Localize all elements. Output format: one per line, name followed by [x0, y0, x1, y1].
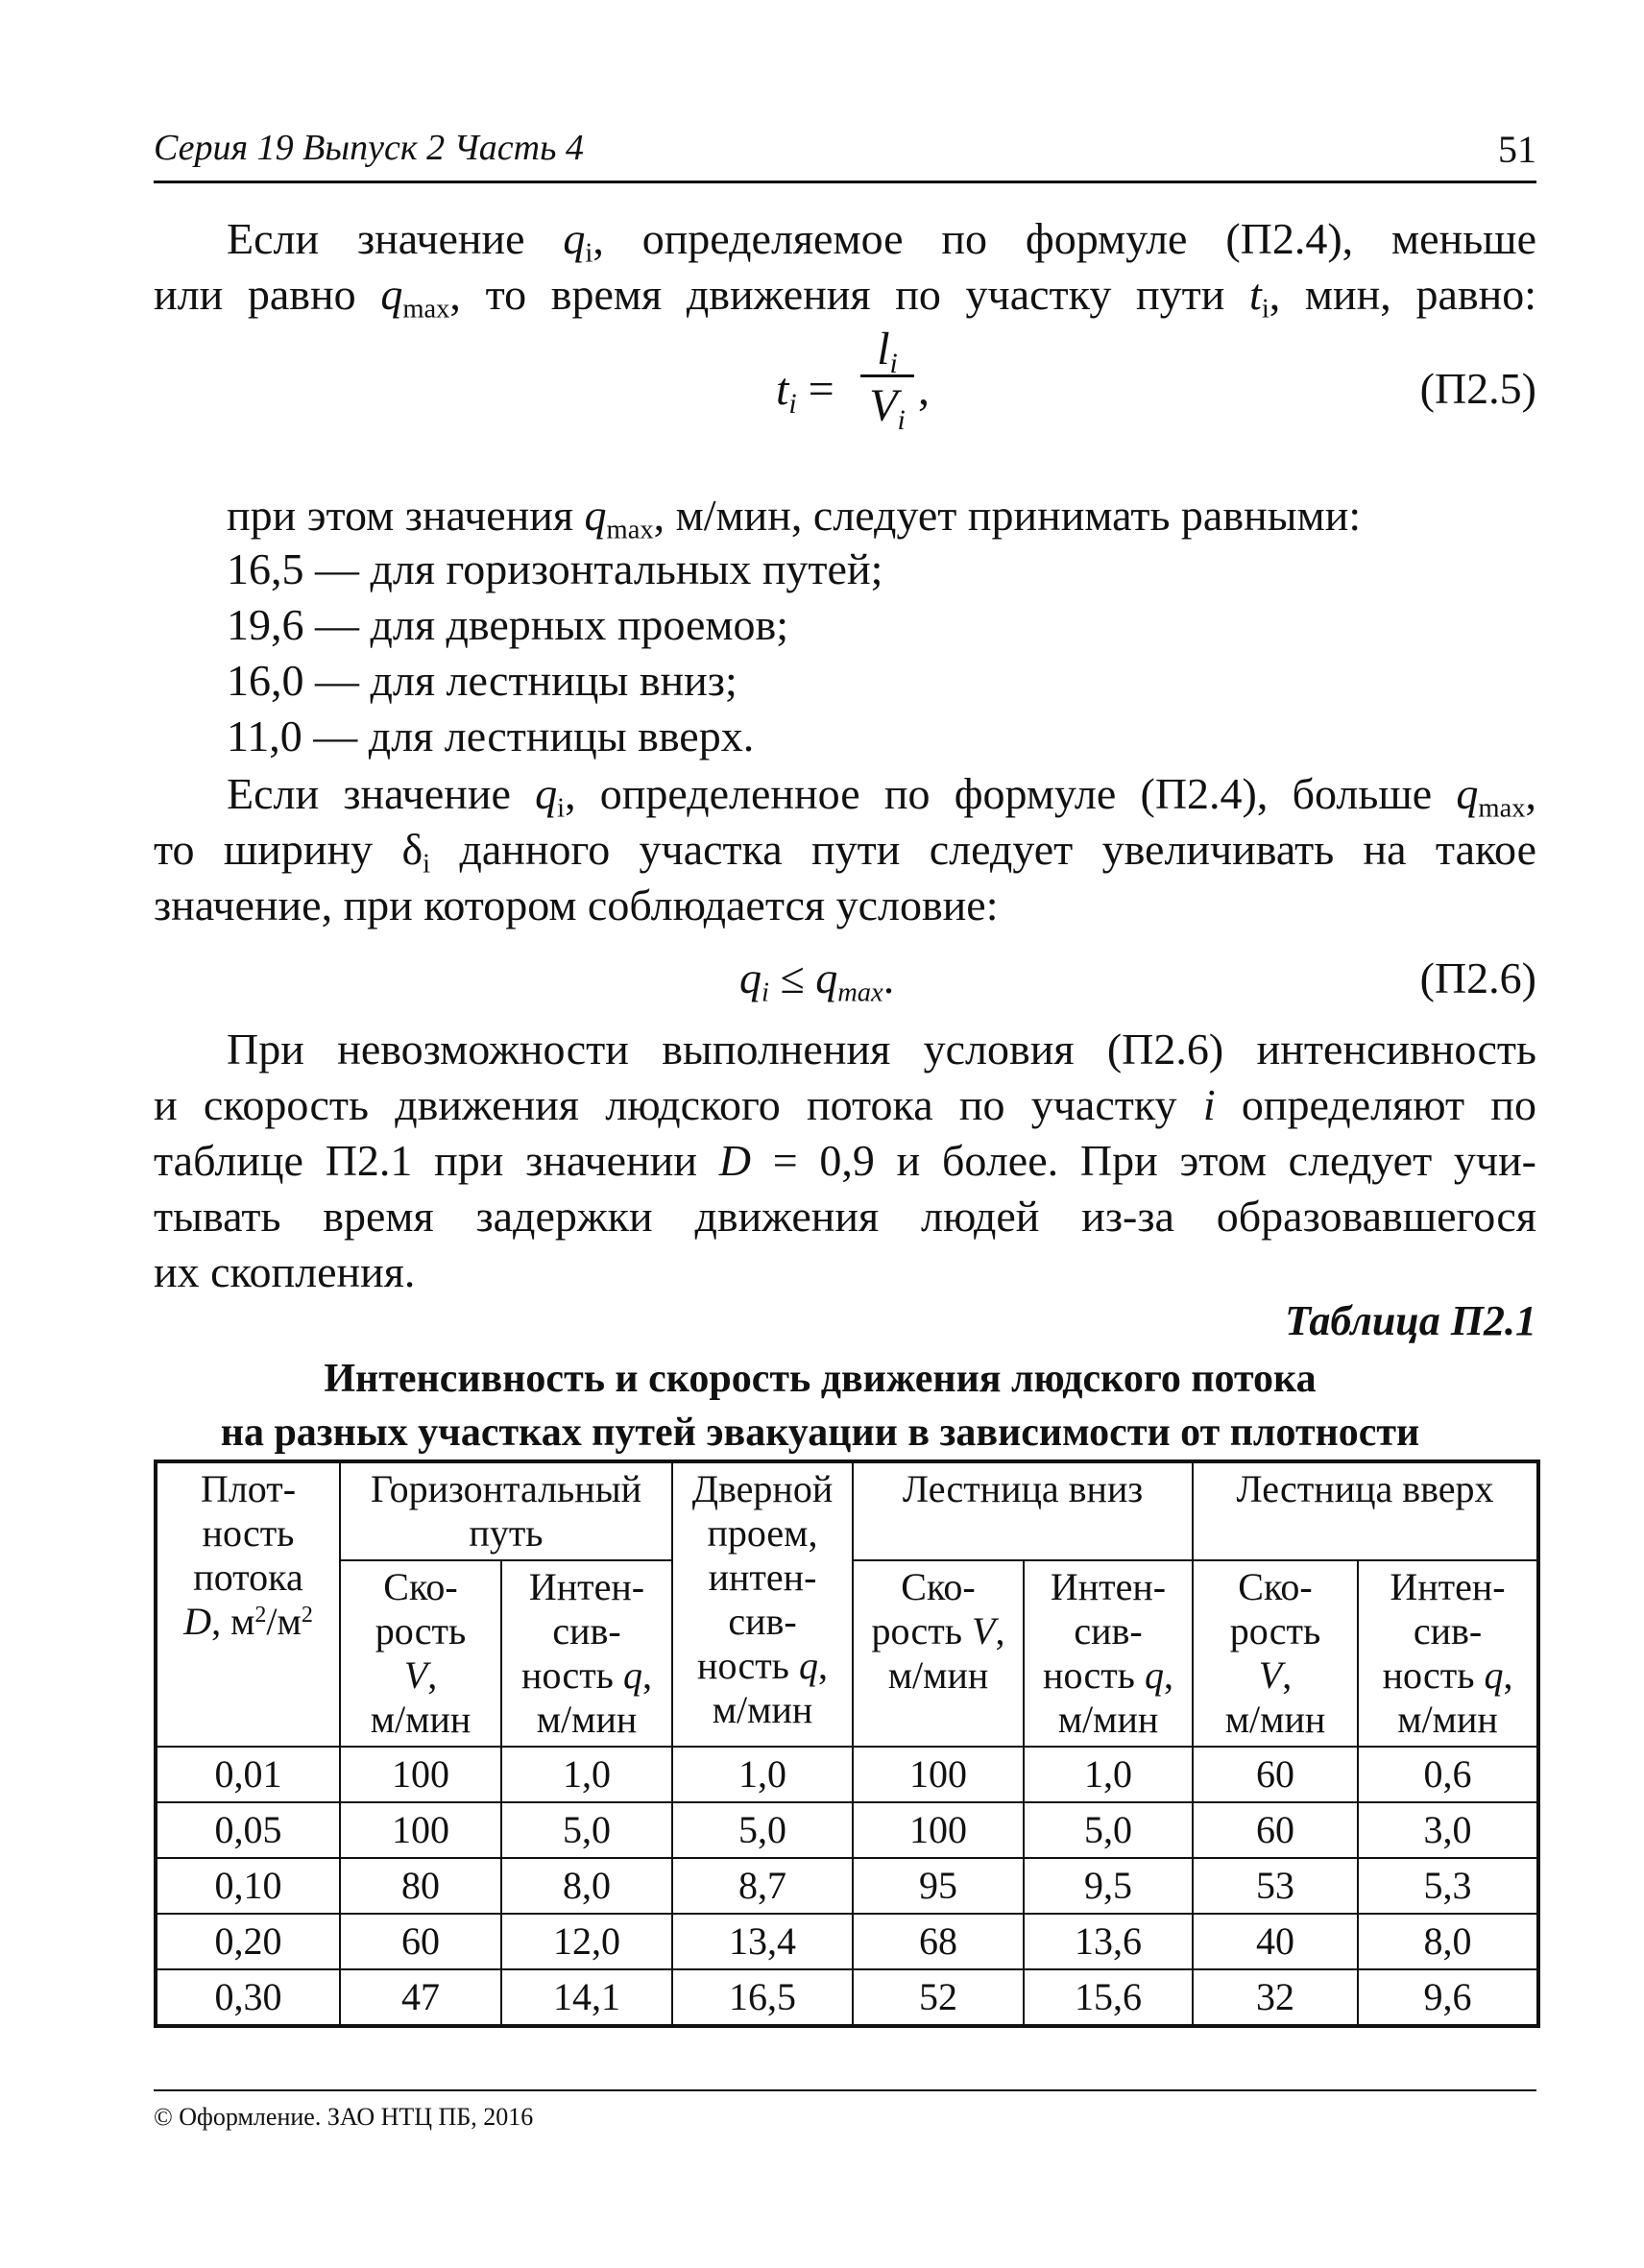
- table-cell: 9,5: [1024, 1858, 1193, 1914]
- list-item: 16,0 — для лестницы вниз;: [227, 656, 737, 705]
- table-cell: 68: [853, 1914, 1024, 1969]
- page-number: 51: [1498, 128, 1536, 171]
- table-cell: 100: [340, 1747, 501, 1802]
- table-cell: 60: [340, 1914, 501, 1969]
- paragraph-4-line-5: их скопления.: [154, 1247, 416, 1296]
- fraction-numerator: $l_i$: [877, 324, 898, 379]
- table-cell: 60: [1193, 1802, 1358, 1858]
- table-cell: 0,20: [156, 1914, 340, 1969]
- table-row: [156, 1747, 1538, 1802]
- equation-number-p2-6: (П2.6): [1419, 953, 1536, 1002]
- footer-copyright: © Оформление. ЗАО НТЦ ПБ, 2016: [154, 2103, 534, 2131]
- table-cell: 8,7: [672, 1858, 853, 1914]
- data-table: [154, 1460, 1540, 2028]
- table-cell: 16,5: [672, 1969, 853, 2026]
- table-row: [156, 1858, 1538, 1914]
- table-cell: 32: [1193, 1969, 1358, 2026]
- table-cell: 1,0: [672, 1747, 853, 1802]
- table-cell: 100: [853, 1747, 1024, 1802]
- table-title-line-2: на разных участках путей эвакуации в зависимости от плотности: [220, 1411, 1420, 1455]
- formula-fraction: [860, 324, 914, 436]
- table-cell: 13,6: [1024, 1914, 1193, 1969]
- formula-p2-6: $q_i \le q_{max}$.: [739, 953, 895, 1008]
- table-cell: 8,0: [501, 1858, 672, 1914]
- header-up-speed: Ско- рость V, м/мин: [1193, 1560, 1358, 1747]
- paragraph-3-line-3: значение, при котором соблюдается условие:: [154, 881, 999, 929]
- header-rule: [154, 181, 1536, 183]
- table-cell: 5,3: [1358, 1858, 1538, 1914]
- table-cell: 100: [340, 1802, 501, 1858]
- table-cell: 0,01: [156, 1747, 340, 1802]
- header-horizontal-speed: Ско- рость V, м/мин: [340, 1560, 501, 1747]
- table-cell: 5,0: [501, 1802, 672, 1858]
- table-cell: 95: [853, 1858, 1024, 1914]
- list-item: 16,5 — для горизонтальных путей;: [227, 544, 883, 593]
- table-cell: 1,0: [1024, 1747, 1193, 1802]
- table-cell: 53: [1193, 1858, 1358, 1914]
- table-cell: 8,0: [1358, 1914, 1538, 1969]
- table-cell: 3,0: [1358, 1802, 1538, 1858]
- table-cell: 47: [340, 1969, 501, 2026]
- table-cell: 0,6: [1358, 1747, 1538, 1802]
- header-down-intensity: Интен- сив- ность q, м/мин: [1024, 1560, 1193, 1747]
- paragraph-4-line-4: тывать время задержки движения людей из-за образовавшегося: [154, 1192, 1536, 1241]
- header-door-opening: Дверной проем, интен- сив- ность q, м/мин: [672, 1461, 853, 1747]
- formula-lhs: $t_i$ =: [776, 364, 834, 420]
- header-up-intensity: Интен- сив- ность q, м/мин: [1358, 1560, 1538, 1747]
- table-cell: 5,0: [1024, 1802, 1193, 1858]
- paragraph-4-line-3: таблице П2.1 при значении D = 0,9 и более. При этом следует учи-: [154, 1136, 1537, 1185]
- table-cell: 52: [853, 1969, 1024, 2026]
- table-cell: 1,0: [501, 1747, 672, 1802]
- fraction-bar: [860, 374, 914, 377]
- table-cell: 40: [1193, 1914, 1358, 1969]
- paragraph-1-line-2: или равно $q_{max}$, то время движения по участку пути $t_i$, мин, равно:: [154, 270, 1536, 325]
- footer-rule: [154, 2089, 1536, 2091]
- table-title-line-1: Интенсивность и скорость движения людского потока: [324, 1357, 1317, 1401]
- table-row: [156, 1969, 1538, 2026]
- table-cell: 0,05: [156, 1802, 340, 1858]
- list-item: 19,6 — для дверных проемов;: [227, 600, 789, 649]
- list-item: 11,0 — для лестницы вверх.: [227, 712, 755, 760]
- table-cell: 14,1: [501, 1969, 672, 2026]
- table-cell: 60: [1193, 1747, 1358, 1802]
- formula-comma: ,: [918, 364, 930, 415]
- table-cell: 100: [853, 1802, 1024, 1858]
- equation-number-p2-5: (П2.5): [1419, 364, 1536, 413]
- fraction-denominator: $V_i$: [869, 380, 906, 436]
- table-row: [156, 1914, 1538, 1969]
- table-cell: 12,0: [501, 1914, 672, 1969]
- header-horizontal-intensity: Интен- сив- ность q, м/мин: [501, 1560, 672, 1747]
- header-horizontal-path: Горизонтальный путь: [340, 1461, 672, 1560]
- paragraph-4-line-1: При невозможности выполнения условия (П2.6) интенсивность: [227, 1025, 1536, 1074]
- table-cell: 13,4: [672, 1914, 853, 1969]
- header-down-speed: Ско- рость V, м/мин: [853, 1560, 1024, 1747]
- paragraph-2: при этом значения $q_{max}$, м/мин, следует принимать равными:: [227, 491, 1362, 545]
- header-stairs-down: Лестница вниз: [853, 1461, 1193, 1560]
- paragraph-3-line-2: то ширину $\delta_i$ данного участка пути следует увеличивать на такое: [154, 825, 1536, 880]
- table-cell: 0,30: [156, 1969, 340, 2026]
- header-density: Плот- ность потока D, $м^2/м^2$: [156, 1461, 340, 1747]
- header-stairs-up: Лестница вверх: [1193, 1461, 1538, 1560]
- table-row: [156, 1802, 1538, 1858]
- paragraph-3-line-1: Если значение $q_i$, определенное по формуле (П2.4), больше $q_{max}$,: [227, 769, 1537, 824]
- table-label: Таблица П2.1: [1285, 1297, 1536, 1344]
- paragraph-4-line-2: и скорость движения людского потока по участку i определяют по: [154, 1080, 1536, 1129]
- table-title: [104, 1352, 1536, 1460]
- table-cell: 0,10: [156, 1858, 340, 1914]
- table-cell: 9,6: [1358, 1969, 1538, 2026]
- running-header: Серия 19 Выпуск 2 Часть 4: [154, 128, 584, 168]
- table-cell: 80: [340, 1858, 501, 1914]
- paragraph-1-line-1: Если значение $q_i$, определяемое по формуле (П2.4), меньше: [227, 214, 1537, 269]
- table-cell: 15,6: [1024, 1969, 1193, 2026]
- table-cell: 5,0: [672, 1802, 853, 1858]
